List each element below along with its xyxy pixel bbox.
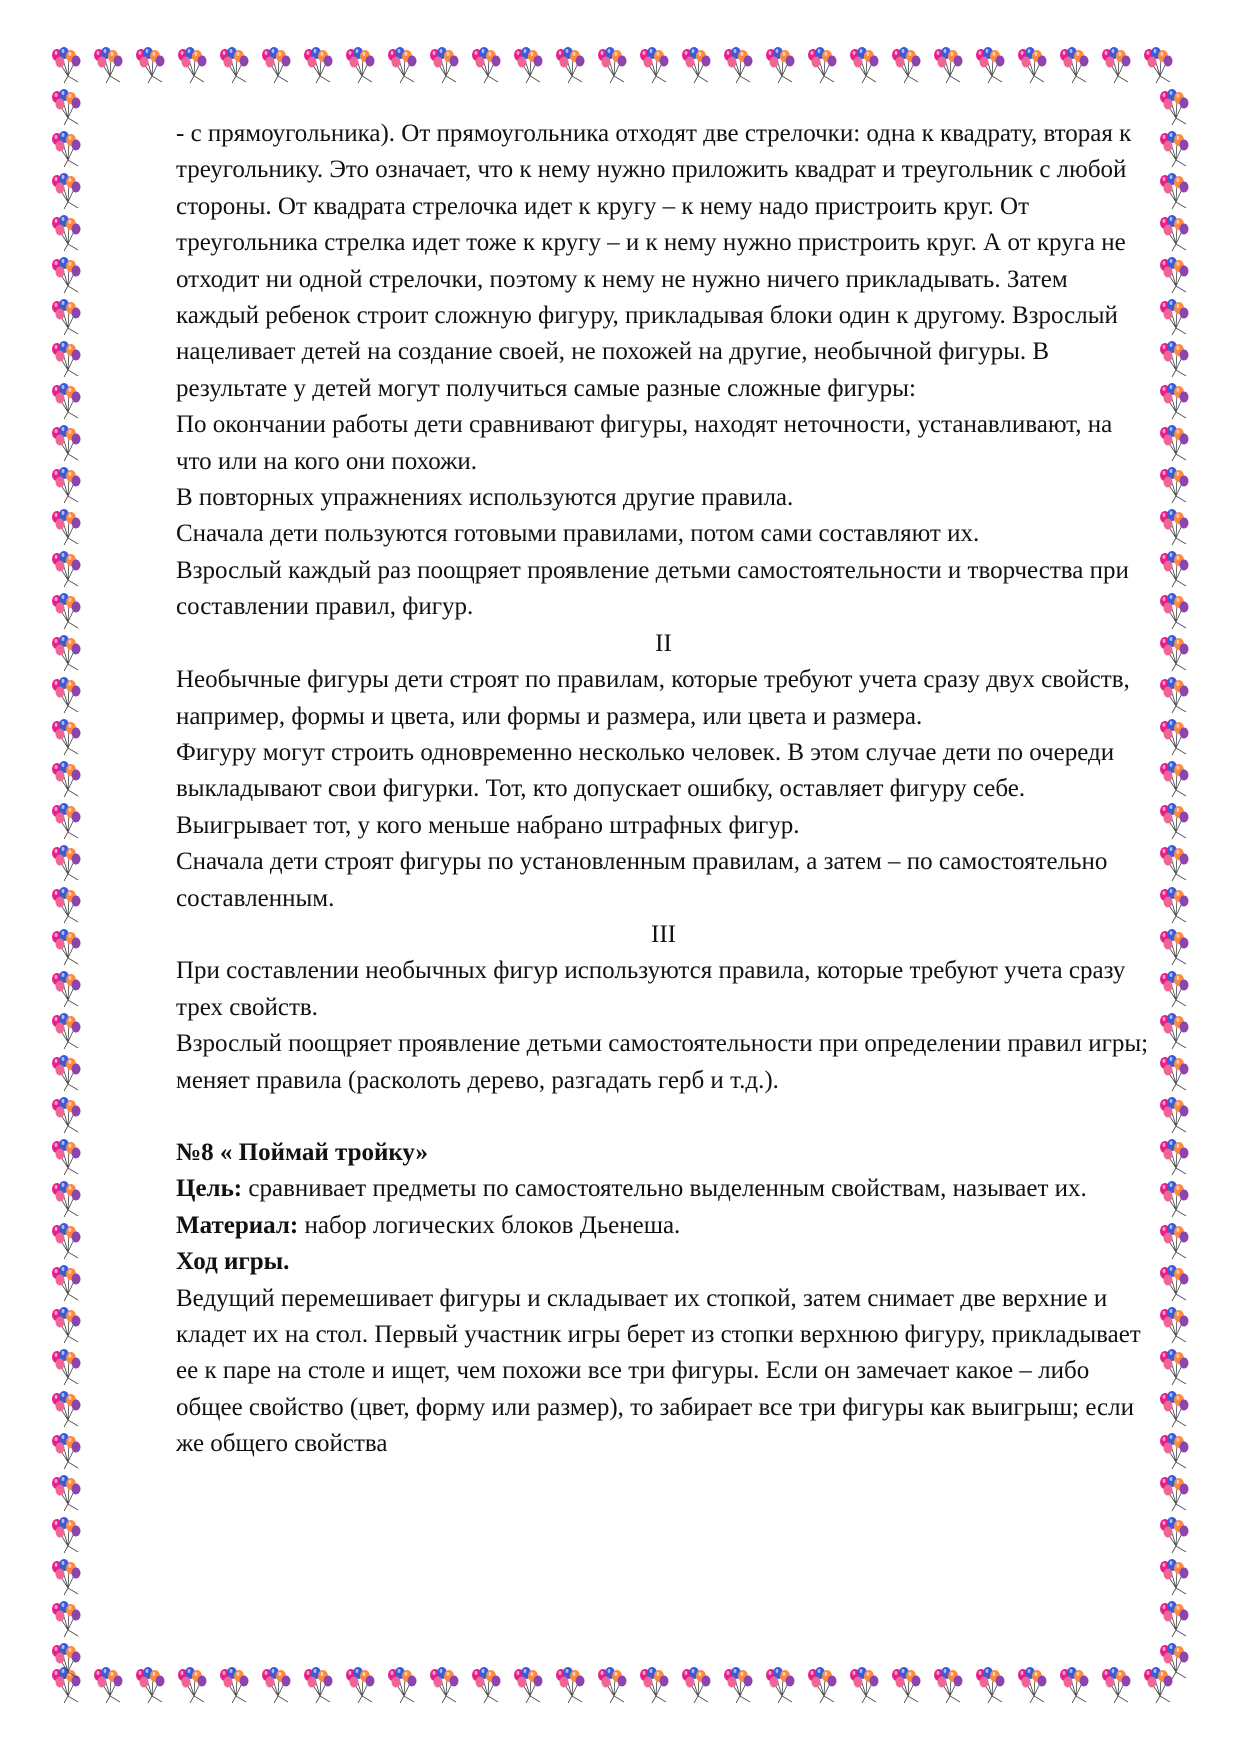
balloon-bunch-icon <box>1156 802 1194 840</box>
paragraph: Необычные фигуры дети строят по правилам, которые требуют учета сразу двух свойств, например, формы и цвета, или формы и размера, или цвета и размера. <box>176 666 1130 730</box>
section-heading-3: III <box>651 920 676 948</box>
balloon-bunch-icon <box>720 1666 758 1704</box>
balloon-bunch-icon <box>48 1012 86 1050</box>
balloon-bunch-icon <box>48 1600 86 1638</box>
balloon-bunch-icon <box>636 1666 674 1704</box>
goal-line <box>176 1171 1151 1207</box>
balloon-bunch-icon <box>1156 592 1194 630</box>
balloon-bunch-icon <box>1156 256 1194 294</box>
balloon-bunch-icon <box>1156 424 1194 462</box>
balloon-bunch-icon <box>468 1666 506 1704</box>
balloon-bunch-icon <box>216 1666 254 1704</box>
balloon-bunch-icon <box>48 718 86 756</box>
balloon-bunch-icon <box>1156 340 1194 378</box>
balloon-bunch-icon <box>300 1666 338 1704</box>
balloon-bunch-icon <box>48 928 86 966</box>
game-title: №8 « Поймай тройку» <box>176 1138 429 1166</box>
balloon-bunch-icon <box>174 1666 212 1704</box>
balloon-bunch-icon <box>48 1666 86 1704</box>
balloon-bunch-icon <box>510 1666 548 1704</box>
balloon-bunch-icon <box>426 46 464 84</box>
balloon-bunch-icon <box>594 1666 632 1704</box>
balloon-bunch-icon <box>48 760 86 798</box>
section-heading-2: II <box>655 629 672 657</box>
balloon-bunch-icon <box>48 130 86 168</box>
balloon-bunch-icon <box>1056 46 1094 84</box>
balloon-bunch-icon <box>846 46 884 84</box>
balloon-bunch-icon <box>1156 1432 1194 1470</box>
balloon-bunch-icon <box>1014 1666 1052 1704</box>
material-line <box>176 1208 1151 1244</box>
balloon-bunch-icon <box>1156 172 1194 210</box>
balloon-bunch-icon <box>426 1666 464 1704</box>
balloon-bunch-icon <box>48 970 86 1008</box>
balloon-bunch-icon <box>1156 1516 1194 1554</box>
balloon-bunch-icon <box>1156 886 1194 924</box>
balloon-bunch-icon <box>972 46 1010 84</box>
balloon-bunch-icon <box>48 1642 86 1680</box>
balloon-bunch-icon <box>258 46 296 84</box>
paragraph: Фигуру могут строить одновременно несколько человек. В этом случае дети по очереди выкладывают свои фигурки. Тот, кто допускает ошибку, оставляет фигуру себе. Выигрывает тот, у кого меньше набрано штрафных фигур. <box>176 738 1115 839</box>
balloon-bunch-icon <box>48 1096 86 1134</box>
paragraph: В повторных упражнениях используются другие правила. <box>176 484 794 512</box>
section-1 <box>176 116 1151 626</box>
process-text: Ведущий перемешивает фигуры и складывает их стопкой, затем снимает две верхние и кладет их на стол. Первый участник игры берет из стопки верхнюю фигуру, прикладывает ее к паре на столе и ищет, чем похожи все три фигуры. Если он замечает какое – либо общее свойство (цвет, форму или размер), то забирает все три фигуры как выигрыш; если же общего свойства <box>176 1284 1141 1458</box>
material-text: набор логических блоков Дьенеша. <box>298 1211 681 1239</box>
balloon-bunch-icon <box>48 1054 86 1092</box>
balloon-bunch-icon <box>1156 844 1194 882</box>
balloon-bunch-icon <box>762 46 800 84</box>
goal-text: сравнивает предметы по самостоятельно выделенным свойствам, называет их. <box>242 1175 1087 1203</box>
balloon-bunch-icon <box>174 46 212 84</box>
balloon-bunch-icon <box>720 46 758 84</box>
balloon-bunch-icon <box>300 46 338 84</box>
balloon-bunch-icon <box>762 1666 800 1704</box>
balloon-bunch-icon <box>1156 130 1194 168</box>
balloon-bunch-icon <box>1156 1012 1194 1050</box>
paragraph: Взрослый каждый раз поощряет проявление детьми самостоятельности и творчества при составлении правил, фигур. <box>176 556 1129 621</box>
balloon-bunch-icon <box>552 1666 590 1704</box>
balloon-bunch-icon <box>48 1558 86 1596</box>
balloon-bunch-icon <box>1098 1666 1136 1704</box>
balloon-bunch-icon <box>48 1516 86 1554</box>
balloon-bunch-icon <box>1140 46 1178 84</box>
balloon-bunch-icon <box>48 46 86 84</box>
balloon-bunch-icon <box>48 634 86 672</box>
balloon-bunch-icon <box>1156 760 1194 798</box>
balloon-bunch-icon <box>930 1666 968 1704</box>
balloon-bunch-icon <box>48 214 86 252</box>
balloon-bunch-icon <box>1156 1348 1194 1386</box>
balloon-bunch-icon <box>48 340 86 378</box>
balloon-bunch-icon <box>90 46 128 84</box>
balloon-bunch-icon <box>48 1264 86 1302</box>
game-section <box>176 1135 1151 1463</box>
balloon-bunch-icon <box>1156 382 1194 420</box>
balloon-bunch-icon <box>384 46 422 84</box>
goal-label: Цель: <box>176 1175 243 1203</box>
process-heading: Ход игры. <box>176 1248 290 1276</box>
balloon-bunch-icon <box>48 886 86 924</box>
balloon-bunch-icon <box>48 1306 86 1344</box>
balloon-bunch-icon <box>48 844 86 882</box>
balloon-bunch-icon <box>1156 1474 1194 1512</box>
balloon-bunch-icon <box>132 46 170 84</box>
balloon-bunch-icon <box>804 46 842 84</box>
balloon-bunch-icon <box>1156 1600 1194 1638</box>
balloon-bunch-icon <box>48 88 86 126</box>
balloon-bunch-icon <box>48 1180 86 1218</box>
balloon-bunch-icon <box>1156 1054 1194 1092</box>
balloon-bunch-icon <box>1156 298 1194 336</box>
balloon-bunch-icon <box>1156 1180 1194 1218</box>
balloon-bunch-icon <box>1156 970 1194 1008</box>
balloon-bunch-icon <box>48 424 86 462</box>
balloon-bunch-icon <box>48 1432 86 1470</box>
paragraph: Сначала дети пользуются готовыми правилами, потом сами составляют их. <box>176 520 980 548</box>
balloon-bunch-icon <box>1156 1390 1194 1428</box>
balloon-bunch-icon <box>678 1666 716 1704</box>
balloon-bunch-icon <box>1156 1138 1194 1176</box>
balloon-bunch-icon <box>678 46 716 84</box>
balloon-bunch-icon <box>48 676 86 714</box>
document-body <box>176 116 1151 1463</box>
balloon-bunch-icon <box>846 1666 884 1704</box>
balloon-bunch-icon <box>48 550 86 588</box>
balloon-bunch-icon <box>342 1666 380 1704</box>
balloon-bunch-icon <box>48 1348 86 1386</box>
spacer <box>176 1099 1151 1135</box>
balloon-bunch-icon <box>1156 466 1194 504</box>
balloon-bunch-icon <box>132 1666 170 1704</box>
balloon-bunch-icon <box>1140 1666 1178 1704</box>
balloon-bunch-icon <box>468 46 506 84</box>
balloon-bunch-icon <box>1156 676 1194 714</box>
balloon-bunch-icon <box>930 46 968 84</box>
balloon-bunch-icon <box>1156 634 1194 672</box>
balloon-bunch-icon <box>1056 1666 1094 1704</box>
balloon-bunch-icon <box>1156 1222 1194 1260</box>
balloon-bunch-icon <box>510 46 548 84</box>
paragraph: Взрослый поощряет проявление детьми самостоятельности при определении правил игры; меняет правила (расколоть дерево, разгадать герб и т.д.). <box>176 1030 1149 1094</box>
balloon-bunch-icon <box>888 46 926 84</box>
balloon-bunch-icon <box>1156 1558 1194 1596</box>
balloon-bunch-icon <box>384 1666 422 1704</box>
balloon-bunch-icon <box>48 802 86 840</box>
section-3 <box>176 953 1151 1099</box>
balloon-bunch-icon <box>342 46 380 84</box>
balloon-bunch-icon <box>258 1666 296 1704</box>
paragraph: Сначала дети строят фигуры по установленным правилам, а затем – по самостоятельно составленным. <box>176 848 1108 912</box>
balloon-bunch-icon <box>594 46 632 84</box>
balloon-bunch-icon <box>90 1666 128 1704</box>
balloon-bunch-icon <box>636 46 674 84</box>
balloon-bunch-icon <box>48 466 86 504</box>
balloon-bunch-icon <box>48 1138 86 1176</box>
section-2 <box>176 662 1151 917</box>
balloon-bunch-icon <box>1156 214 1194 252</box>
balloon-bunch-icon <box>48 592 86 630</box>
material-label: Материал: <box>176 1211 299 1239</box>
balloon-bunch-icon <box>972 1666 1010 1704</box>
balloon-bunch-icon <box>1098 46 1136 84</box>
balloon-bunch-icon <box>1156 1642 1194 1680</box>
balloon-bunch-icon <box>48 1474 86 1512</box>
balloon-bunch-icon <box>888 1666 926 1704</box>
balloon-bunch-icon <box>1156 88 1194 126</box>
balloon-bunch-icon <box>552 46 590 84</box>
balloon-bunch-icon <box>48 172 86 210</box>
balloon-bunch-icon <box>48 1390 86 1428</box>
balloon-bunch-icon <box>1156 1306 1194 1344</box>
balloon-bunch-icon <box>48 256 86 294</box>
balloon-bunch-icon <box>1156 718 1194 756</box>
paragraph: - с прямоугольника). От прямоугольника отходят две стрелочки: одна к квадрату, вторая к треугольнику. Это означает, что к нему нужно приложить квадрат и треугольник с любой стороны. От квадрата стрелочка идет к кругу – к нему надо пристроить круг. От треугольника стрелка идет тоже к кругу – и к нему нужно пристроить круг. А от круга не отходит ни одной стрелочки, поэтому к нему не нужно ничего прикладывать. Затем каждый ребенок строит сложную фигуру, прикладывая блоки один к другому. Взрослый нацеливает детей на создание своей, не похожей на другие, необычной фигуры. В результате у детей могут получиться самые разные сложные фигуры: <box>176 120 1132 402</box>
balloon-bunch-icon <box>1156 1264 1194 1302</box>
balloon-bunch-icon <box>1156 1096 1194 1134</box>
paragraph: При составлении необычных фигур используются правила, которые требуют учета сразу трех свойств. <box>176 957 1126 1021</box>
balloon-bunch-icon <box>1156 508 1194 546</box>
balloon-bunch-icon <box>804 1666 842 1704</box>
balloon-bunch-icon <box>48 1222 86 1260</box>
balloon-bunch-icon <box>48 298 86 336</box>
balloon-bunch-icon <box>216 46 254 84</box>
balloon-bunch-icon <box>1014 46 1052 84</box>
balloon-bunch-icon <box>1156 550 1194 588</box>
balloon-bunch-icon <box>1156 928 1194 966</box>
balloon-bunch-icon <box>48 382 86 420</box>
paragraph: По окончании работы дети сравнивают фигуры, находят неточности, устанавливают, на что или на кого они похожи. <box>176 411 1113 475</box>
balloon-bunch-icon <box>48 508 86 546</box>
